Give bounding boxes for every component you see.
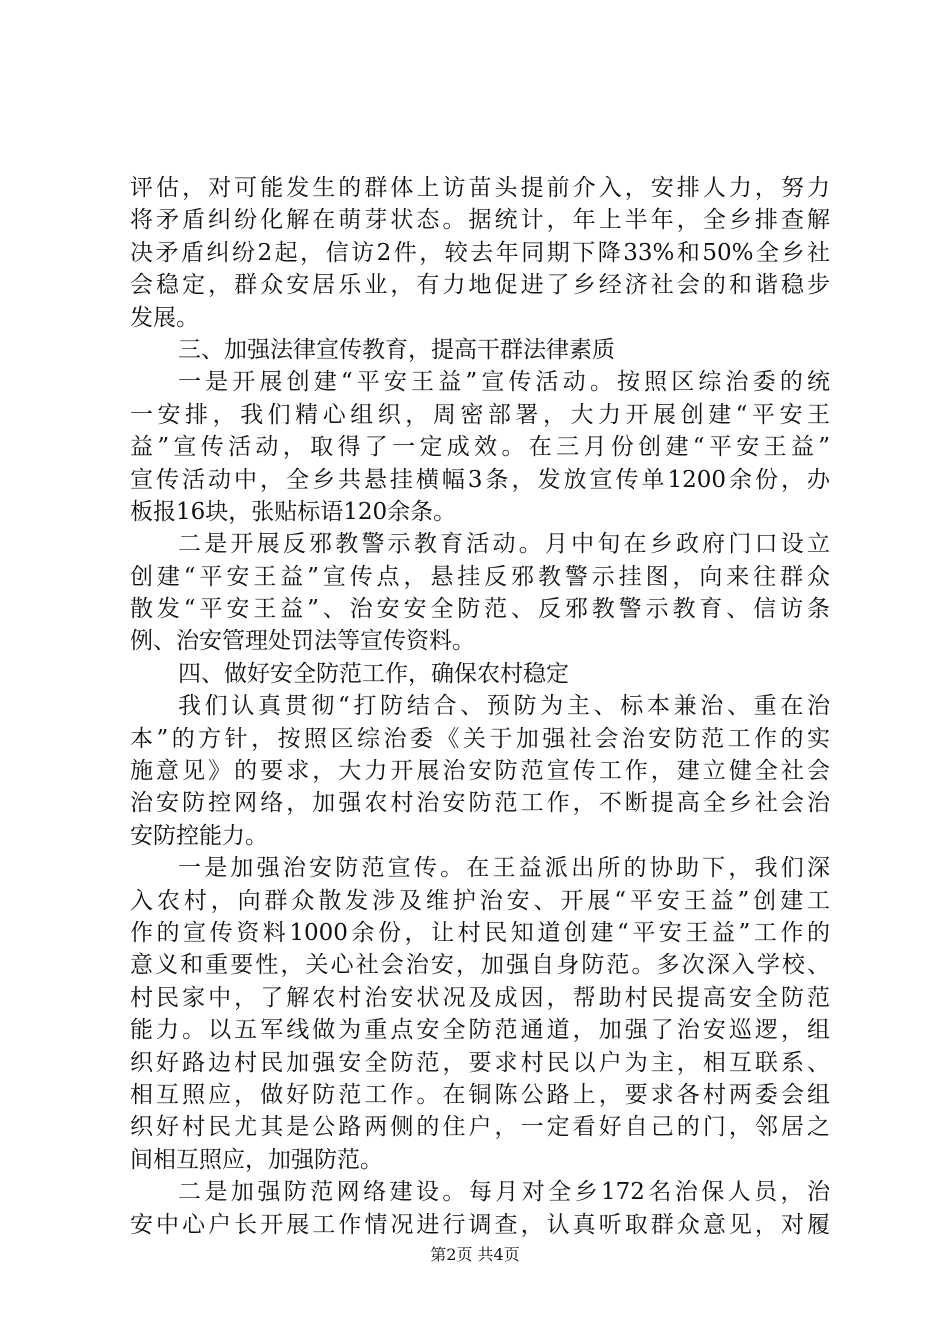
- body-line-4: 会稳定，群众安居乐业，有力地促进了乡经济社会的和谐稳步: [130, 272, 830, 299]
- body-line-20: 治安防控网络，加强农村治安防范工作，不断提高全乡社会治: [130, 790, 830, 817]
- body-line-27: 能力。以五军线做为重点安全防范通道，加强了治安巡逻，组: [130, 1017, 830, 1044]
- body-line-23: 入农村，向群众散发涉及维护治安、开展“平安王益”创建工: [130, 887, 830, 914]
- body-line-21: 安防控能力。: [130, 822, 268, 849]
- page-number-footer: 第2页 共4页: [430, 1245, 520, 1264]
- body-line-10: 宣传活动中，全乡共悬挂横幅3条，发放宣传单1200余份，办: [130, 466, 830, 493]
- body-line-7: 一是开展创建“平安王益”宣传活动。按照区综治委的统: [178, 369, 830, 396]
- body-line-26: 村民家中，了解农村治安状况及成因，帮助村民提高安全防范: [130, 984, 830, 1011]
- section-heading-4: 四、做好安全防范工作，确保农村稳定: [178, 660, 569, 687]
- body-line-19: 施意见》的要求，大力开展治安防范宣传工作，建立健全社会: [130, 758, 830, 785]
- body-line-2: 将矛盾纠纷化解在萌芽状态。据统计，年上半年，全乡排查解: [130, 207, 830, 234]
- body-line-3: 决矛盾纠纷2起，信访2件，较去年同期下降33%和50%全乡社: [130, 239, 830, 266]
- body-line-17: 我们认真贯彻“打防结合、预防为主、标本兼治、重在治: [178, 693, 830, 720]
- body-line-31: 间相互照应，加强防范。: [130, 1146, 383, 1173]
- section-heading-3: 三、加强法律宣传教育，提高干群法律素质: [178, 336, 615, 363]
- body-line-32: 二是加强防范网络建设。每月对全乡172名治保人员，治: [178, 1179, 830, 1206]
- body-line-12: 二是开展反邪教警示教育活动。月中旬在乡政府门口设立: [178, 531, 830, 558]
- body-line-22: 一是加强治安防范宣传。在王益派出所的协助下，我们深: [178, 855, 830, 882]
- body-line-1: 评估，对可能发生的群体上访苗头提前介入，安排人力，努力: [130, 175, 830, 201]
- body-line-24: 作的宣传资料1000余份，让村民知道创建“平安王益”工作的: [130, 919, 830, 946]
- body-line-33: 安中心户长开展工作情况进行调查，认真听取群众意见，对履: [130, 1211, 830, 1238]
- body-line-30: 织好村民尤其是公路两侧的住户，一定看好自己的门，邻居之: [130, 1114, 830, 1141]
- body-line-8: 一安排，我们精心组织，周密部署，大力开展创建“平安王: [130, 401, 830, 428]
- body-line-18: 本”的方针，按照区综治委《关于加强社会治安防范工作的实: [130, 725, 830, 752]
- body-line-28: 织好路边村民加强安全防范，要求村民以户为主，相互联系、: [130, 1049, 830, 1076]
- body-line-29: 相互照应，做好防范工作。在铜陈公路上，要求各村两委会组: [130, 1081, 830, 1108]
- body-line-15: 例、治安管理处罚法等宣传资料。: [130, 628, 475, 655]
- body-line-5: 发展。: [130, 304, 199, 331]
- document-body: [130, 172, 830, 1241]
- body-line-11: 板报16块，张贴标语120余条。: [130, 498, 457, 525]
- body-line-25: 意义和重要性，关心社会治安，加强自身防范。多次深入学校、: [130, 952, 830, 979]
- body-line-13: 创建“平安王益”宣传点，悬挂反邪教警示挂图，向来往群众: [130, 563, 830, 590]
- body-line-14: 散发“平安王益”、治安安全防范、反邪教警示教育、信访条: [130, 596, 830, 623]
- body-line-9: 益”宣传活动，取得了一定成效。在三月份创建“平安王益”: [130, 434, 830, 461]
